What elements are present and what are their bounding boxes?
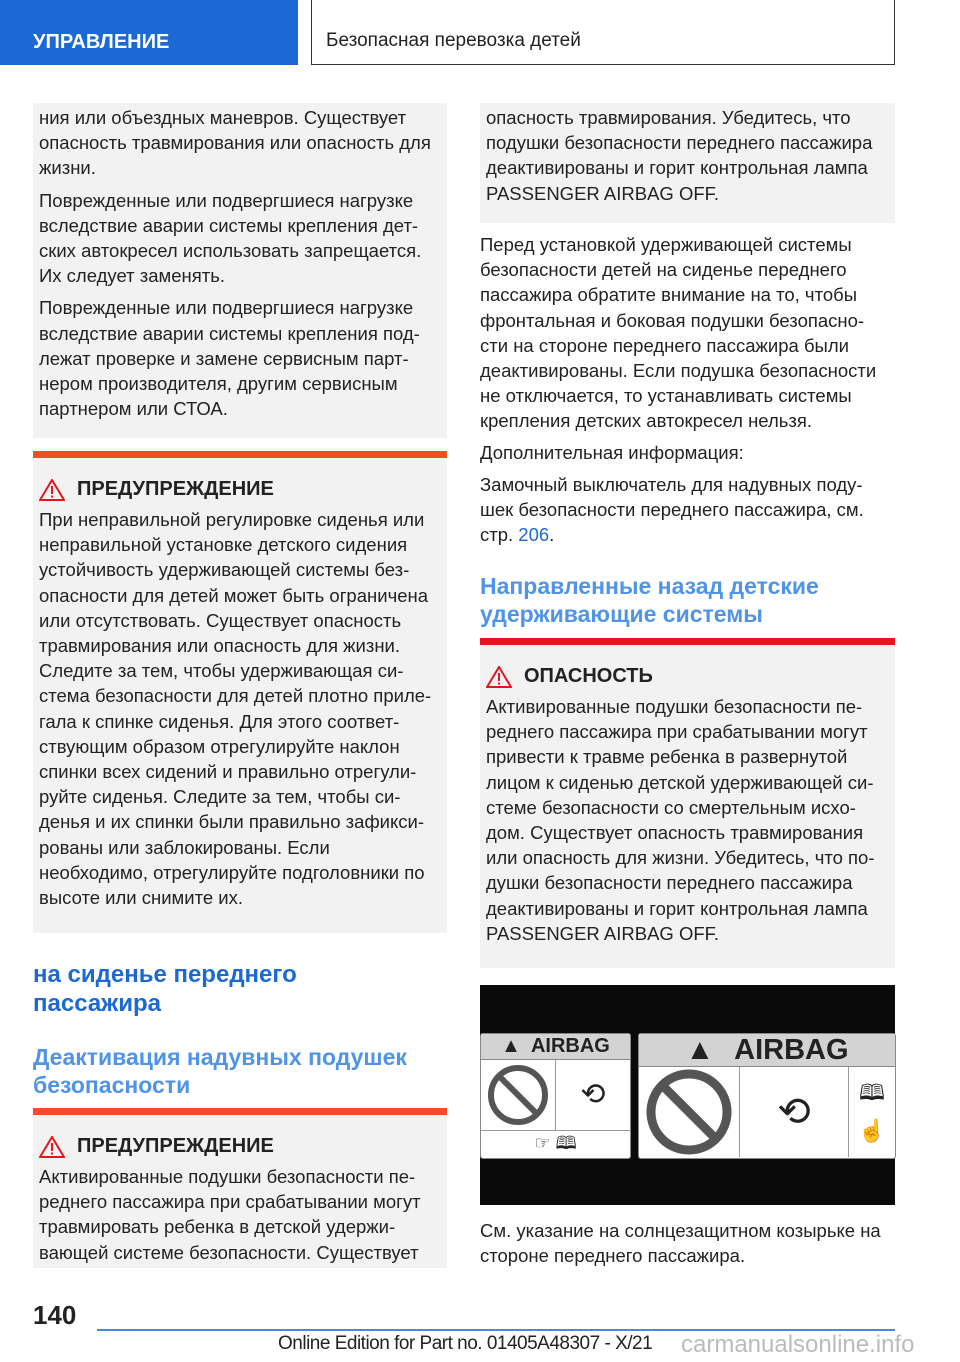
section-tab: УПРАВЛЕНИЕ <box>0 0 298 65</box>
no-child-seat-icon <box>481 1060 556 1131</box>
airbag-label-image <box>480 985 895 1205</box>
warning-text: При неправильной регулировке сиденья или неправильной установке детского сидения устойчивость удерживающей системы без- опасности для детей может быть ограничена или отсутствовать. Существует опасность травмирования или опасность для жизни. Следите за тем, чтобы удерживающая си- стема безопасности для детей плотно приле- гала к спинке сиденья. Для этого соответ- ствующим образом отрегулируйте наклон спинки всех сидений и правильно отрегули- руйте сиденья. Следите за тем, чтобы си- денья и их спинки были правильно зафикси- рованы или заблокированы. Если необходимо, отрегулируйте подголовники по высоте или снимите их. <box>39 509 432 909</box>
paragraph: ния или объездных маневров. Существует опасность травмирования или опасность для жизни. <box>39 107 431 179</box>
continued-warning-box <box>33 103 447 438</box>
section-heading: на сиденье переднего пассажира <box>33 961 297 1017</box>
paragraph: Дополнительная информация: <box>480 442 744 463</box>
paragraph: Поврежденные или подвергшиеся нагрузке вследствие аварии системы крепления дет- ских автокресел использовать запрещается. Их следует заменять. <box>39 189 422 287</box>
warning-triangle-icon: ▲ <box>685 1033 715 1066</box>
warning-box <box>33 1108 447 1268</box>
airbag-deploy-icon: ⟲ <box>556 1060 630 1131</box>
warning-triangle-icon <box>39 479 65 501</box>
warning-text: Активированные подушки безопасности пе- реднего пассажира при срабатывании могут травмировать ребенка в детской удержи- вающей системе безопасности. Существует <box>39 1166 421 1263</box>
airbag-label-small: ▲ AIRBAG ⟲ ☞ 🕮 <box>480 1033 631 1159</box>
paragraph: Перед установкой удерживающей системы безопасности детей на сиденье переднего пассажира обратите внимание на то, чтобы фронтальная и боковая подушки безопасно- сти на стороне переднего пассажира были деактивированы. Если подушка безопасности не отключается, то устанавливать системы крепления детских автокресел нельзя. <box>480 234 877 432</box>
no-child-seat-icon <box>639 1067 740 1157</box>
warning-title: ПРЕДУПРЕЖДЕНИЕ <box>39 478 441 501</box>
page-number: 140 <box>33 1300 77 1330</box>
image-caption: См. указание на солнцезащитном козырьке на стороне переднего пассажира. <box>480 1220 881 1267</box>
airbag-label-large: ▲ AIRBAG ⟲ 🕮 ☝ <box>638 1033 896 1159</box>
page-link[interactable]: 206 <box>518 524 550 546</box>
danger-text: Активированные подушки безопасности пе- реднего пассажира при срабатывании могут привести к травме ребенка в развернутой лицом к сиденью детской удерживающей си- стеме безопасности со смертельным исхо- дом. Существует опасность травмирования или опасность для жизни. Убедитесь, что по- душки безопасности переднего пассажира деактивированы и горит контрольная лампа PASSENGER AIRBAG OFF. <box>486 696 875 944</box>
section-heading: Направленные назад детские удерживающие системы <box>480 573 819 627</box>
airbag-deploy-icon: ⟲ <box>740 1067 849 1157</box>
danger-box <box>480 638 895 968</box>
paragraph: Замочный выключатель для надувных поду- шек безопасности переднего пассажира, см. стр. 206. <box>480 474 864 546</box>
edition-note: Online Edition for Part no. 01405A48307 - X/21 <box>278 1333 653 1354</box>
subsection-heading: Деактивация надувных подушек безопасности <box>33 1044 407 1098</box>
watermark: carmanualsonline.info <box>681 1331 915 1358</box>
warning-title: ПРЕДУПРЕЖДЕНИЕ <box>39 1135 441 1158</box>
paragraph: Поврежденные или подвергшиеся нагрузке вследствие аварии системы крепления под- лежат проверке и замене сервисным парт- нером производителя, другим сервисным партнером или СТОА. <box>39 297 420 420</box>
manual-touch-icon: 🕮 ☝ <box>858 1080 886 1143</box>
see-manual-icon: ☞ 🕮 <box>534 1133 577 1153</box>
warning-triangle-icon <box>39 1136 65 1158</box>
danger-title: ОПАСНОСТЬ <box>486 665 889 688</box>
warning-triangle-icon <box>486 666 512 688</box>
warning-box <box>33 451 447 933</box>
continued-warning-box <box>480 103 895 223</box>
paragraph: опасность травмирования. Убедитесь, что подушки безопасности переднего пассажира деактивированы и горит контрольная лампа PASSENGER AIRBAG OFF. <box>486 107 873 204</box>
page-title: Безопасная перевозка детей <box>311 0 895 65</box>
warning-triangle-icon: ▲ <box>501 1035 521 1057</box>
